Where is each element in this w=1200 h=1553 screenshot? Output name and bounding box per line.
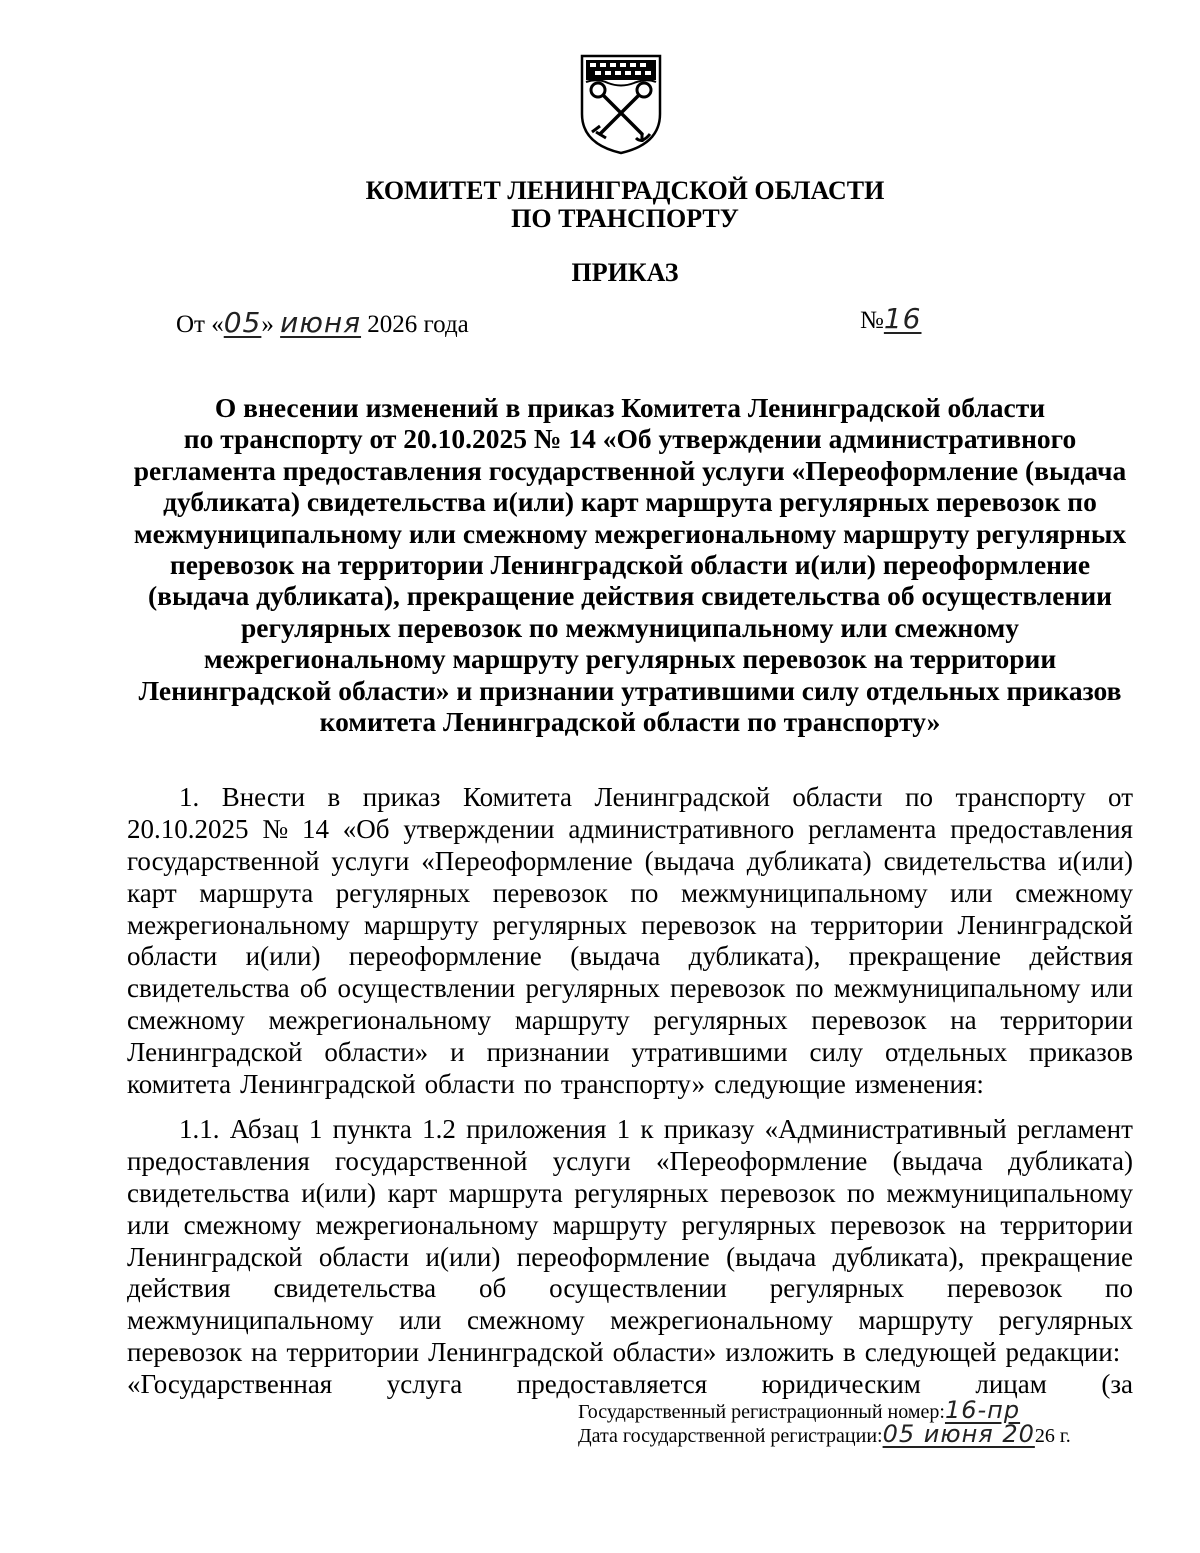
word: и(или)	[301, 1177, 377, 1208]
word: на	[959, 1209, 987, 1240]
word: «Административный	[764, 1114, 1007, 1144]
order-date	[176, 308, 469, 340]
paragraph-1	[127, 782, 1133, 1101]
word: области»	[612, 1337, 717, 1368]
word: прекращение	[980, 1241, 1133, 1272]
paragraph-line	[127, 1146, 1133, 1178]
heading-line: регулярных перевозок по межмуниципальному или смежному	[241, 611, 1019, 643]
word: свидетельства	[127, 1177, 290, 1208]
word: смежному	[183, 1209, 302, 1240]
paragraph-line	[127, 782, 1133, 814]
heading-line: межрегиональному маршруту регулярных перевозок на территории	[203, 643, 1057, 675]
word: маршруту	[363, 909, 479, 940]
word: 1.1.	[179, 1114, 220, 1144]
word: предоставления	[950, 813, 1133, 844]
word: перевозок	[127, 1337, 243, 1368]
word: приказу	[663, 1114, 755, 1144]
word: №	[262, 813, 289, 844]
word: межрегиональному	[127, 909, 350, 940]
word: 1	[308, 1114, 323, 1144]
word: «Переоформление	[421, 845, 633, 876]
word: Ленинградской	[240, 1069, 416, 1100]
word: области»	[324, 1037, 429, 1068]
paragraph-line	[127, 1242, 1133, 1274]
word: 14	[301, 813, 329, 844]
word: дубликата)	[1008, 1145, 1133, 1176]
word: межрегиональному	[610, 1305, 833, 1336]
registration-date-label: Дата государственной регистрации:	[578, 1425, 883, 1447]
word: (за	[1101, 1369, 1133, 1400]
word: свидетельства	[127, 973, 290, 1004]
paragraph-line	[127, 1069, 1133, 1101]
handwritten-month: июня	[280, 306, 362, 339]
heading-line: перевозок на территории Ленинградской области и(или) переоформление	[169, 549, 1091, 581]
word: регламент	[1016, 1114, 1133, 1144]
word: по	[846, 1177, 875, 1208]
word: к	[640, 1114, 654, 1144]
heading-line: по транспорту от 20.10.2025 № 14 «Об утверждении административного	[183, 423, 1077, 455]
paragraph-line	[127, 1305, 1133, 1337]
word: действия	[127, 1273, 231, 1304]
word: переоформление	[348, 941, 542, 972]
word: об	[479, 1273, 507, 1304]
word: «Переоформление	[655, 1145, 868, 1176]
word: в	[327, 782, 341, 812]
word: маршрута	[448, 1177, 563, 1208]
word: Ленинградской	[957, 909, 1133, 940]
coat-of-arms-emblem	[578, 52, 664, 156]
word: области	[424, 1069, 515, 1100]
paragraph-line	[127, 1005, 1133, 1037]
word: предоставления	[127, 1145, 310, 1176]
word: смежному	[466, 1305, 585, 1336]
word: приказ	[362, 782, 441, 812]
word: межмуниципальному	[681, 877, 928, 908]
heading-line: (выдача дубликата), прекращение действия свидетельства об осуществлении	[147, 580, 1113, 612]
word: или	[127, 1209, 170, 1240]
heading-line: регламента предоставления государственной услуги «Переоформление (выдача	[133, 454, 1127, 486]
word: регулярных	[653, 1005, 788, 1036]
word: «Об	[342, 813, 390, 844]
word: маршруту	[552, 1209, 668, 1240]
word: или	[399, 1305, 442, 1336]
word: регулярных	[574, 1177, 709, 1208]
word: редакции:	[1005, 1337, 1121, 1368]
word: прекращение	[848, 941, 1001, 972]
word: регулярных	[998, 1305, 1133, 1336]
word: карт	[387, 1177, 438, 1208]
word: «Государственная	[127, 1369, 333, 1400]
word: силу	[809, 1037, 863, 1068]
word: смежному	[1015, 877, 1133, 908]
word: перевозок	[670, 973, 786, 1004]
committee-name-line1: КОМИТЕТ ЛЕНИНГРАДСКОЙ ОБЛАСТИ	[365, 176, 885, 205]
word: смежному	[127, 1005, 245, 1036]
word: дубликата),	[832, 1241, 965, 1272]
word: свидетельства	[273, 1273, 437, 1304]
word: 1.	[179, 782, 200, 812]
registration-date-suffix: 26 г.	[1034, 1425, 1071, 1447]
word: Ленинградской	[594, 782, 770, 812]
committee-name-line2: ПО ТРАНСПОРТУ	[511, 204, 739, 233]
heading-line: О внесении изменений в приказ Комитета Ленинградской области	[214, 392, 1046, 423]
word: отдельных	[884, 1037, 1008, 1068]
word: об	[299, 973, 328, 1004]
word: комитета	[127, 1069, 232, 1100]
word: от	[1108, 782, 1133, 812]
word: на	[770, 909, 797, 940]
paragraph-line	[127, 1178, 1133, 1210]
order-number	[860, 302, 922, 335]
word: области	[792, 782, 883, 812]
word: или	[1090, 973, 1133, 1004]
word: осуществлении	[549, 1273, 727, 1304]
word: межрегиональному	[268, 1005, 492, 1036]
paragraph-line	[127, 941, 1133, 973]
word: территории	[286, 1337, 420, 1368]
word: и(или)	[245, 941, 321, 972]
word: следующей	[864, 1337, 997, 1368]
handwritten-registration-date: 05 июня 20	[882, 1420, 1035, 1448]
word: лицам	[975, 1369, 1047, 1400]
word: маршруту	[858, 1305, 974, 1336]
word: территории	[1000, 1005, 1133, 1036]
word: или	[950, 877, 993, 908]
word: административного	[568, 813, 795, 844]
word: утверждении	[403, 813, 555, 844]
word: маршрута	[199, 877, 314, 908]
word: пункта	[332, 1114, 412, 1144]
word: территории	[1000, 1209, 1133, 1240]
paragraph-line	[127, 1114, 1133, 1146]
word: приложения	[466, 1114, 607, 1144]
word: предоставляется	[516, 1369, 708, 1400]
word: 1.2	[422, 1114, 456, 1144]
registration-number-label: Государственный регистрационный номер:	[578, 1401, 945, 1423]
word: по	[905, 782, 934, 812]
word: регулярных	[681, 1209, 817, 1240]
paragraph-line	[127, 878, 1133, 910]
paragraph-line	[127, 973, 1133, 1005]
date-prefix: От «	[176, 311, 224, 338]
word: изменения:	[854, 1069, 984, 1100]
word: изложить	[725, 1337, 834, 1368]
word: регулярных	[492, 909, 628, 940]
number-label: №	[860, 307, 884, 334]
word: и(или)	[425, 1241, 501, 1272]
word: на	[950, 1005, 977, 1036]
word: Ленинградской	[127, 1241, 303, 1272]
date-year: 2026 года	[367, 311, 469, 338]
word: по	[630, 877, 659, 908]
word: по	[523, 1069, 552, 1100]
word: территории	[810, 909, 944, 940]
word: по	[1105, 1273, 1133, 1304]
word: Внести	[221, 782, 306, 812]
word: транспорту	[955, 782, 1086, 812]
word: регулярных	[335, 877, 471, 908]
heading-line: дубликата) свидетельства и(или) карт маршрута регулярных перевозок по	[163, 486, 1097, 518]
heading-line: Ленинградской области» и признании утратившими силу отдельных приказов	[138, 674, 1122, 706]
word: свидетельства	[883, 845, 1047, 876]
word: и	[450, 1037, 465, 1068]
paragraph-line	[127, 910, 1133, 942]
word: осуществлении	[337, 973, 516, 1004]
word: регулярных	[769, 1273, 905, 1304]
word: признании	[486, 1037, 610, 1068]
word: Комитета	[462, 782, 573, 812]
word: регламента	[808, 813, 937, 844]
word: Ленинградской	[127, 1037, 303, 1068]
word: (выдача	[570, 941, 661, 972]
word: области	[318, 1241, 410, 1272]
word: (выдача	[644, 845, 735, 876]
handwritten-number: 16	[883, 302, 922, 335]
heading-line: комитета Ленинградской области по транспорту»	[319, 706, 941, 738]
registration-date	[578, 1422, 1071, 1448]
word: (выдача	[726, 1241, 817, 1272]
word: на	[251, 1337, 278, 1368]
word: Ленинградской	[428, 1337, 604, 1368]
word: услуги	[552, 1145, 631, 1176]
heading-line: межмуниципальному или смежному межрегиональному маршруту регулярных	[133, 517, 1127, 549]
word: следующие	[714, 1069, 846, 1100]
word: перевозок	[720, 1177, 836, 1208]
paragraph-line	[127, 1273, 1133, 1305]
word: (выдача	[892, 1145, 983, 1176]
word: регулярных	[525, 973, 660, 1004]
word: государственной	[127, 845, 320, 876]
paragraph-line	[127, 846, 1133, 878]
word: 1	[616, 1114, 631, 1144]
word: межмуниципальному	[127, 1305, 374, 1336]
word: государственной	[335, 1145, 528, 1176]
word: услуги	[331, 845, 410, 876]
word: дубликата),	[688, 941, 821, 972]
word: юридическим	[761, 1369, 921, 1400]
word: переоформление	[516, 1241, 710, 1272]
handwritten-day: 05	[223, 306, 262, 339]
word: межмуниципальному	[833, 973, 1081, 1004]
order-heading	[125, 392, 1135, 737]
word: межмуниципальному	[886, 1177, 1133, 1208]
handwritten-registration-number: 16-пр	[944, 1396, 1021, 1424]
word: услуга	[386, 1369, 463, 1400]
paragraph-1-1	[127, 1114, 1133, 1401]
word: дубликата)	[746, 845, 872, 876]
word: Абзац	[229, 1114, 299, 1144]
word: в	[842, 1337, 856, 1368]
word: области	[127, 941, 218, 972]
word: перевозок	[811, 1005, 927, 1036]
word: по	[795, 973, 824, 1004]
word: 20.10.2025	[127, 813, 249, 844]
paragraph-line	[127, 1337, 1133, 1369]
word: перевозок	[641, 909, 757, 940]
word: межрегиональному	[315, 1209, 539, 1240]
order-title: ПРИКАЗ	[571, 258, 679, 287]
paragraph-line	[127, 1210, 1133, 1242]
word: карт	[127, 877, 177, 908]
word: действия	[1029, 941, 1133, 972]
word: перевозок	[830, 1209, 946, 1240]
word: утратившими	[631, 1037, 788, 1068]
word: приказов	[1029, 1037, 1133, 1068]
paragraph-line	[127, 1037, 1133, 1069]
word: транспорту»	[560, 1069, 706, 1100]
word: и(или)	[1058, 845, 1133, 876]
word: маршруту	[514, 1005, 630, 1036]
word: перевозок	[492, 877, 608, 908]
date-quote-close: »	[261, 311, 274, 338]
paragraph-line	[127, 814, 1133, 846]
word: перевозок	[947, 1273, 1063, 1304]
